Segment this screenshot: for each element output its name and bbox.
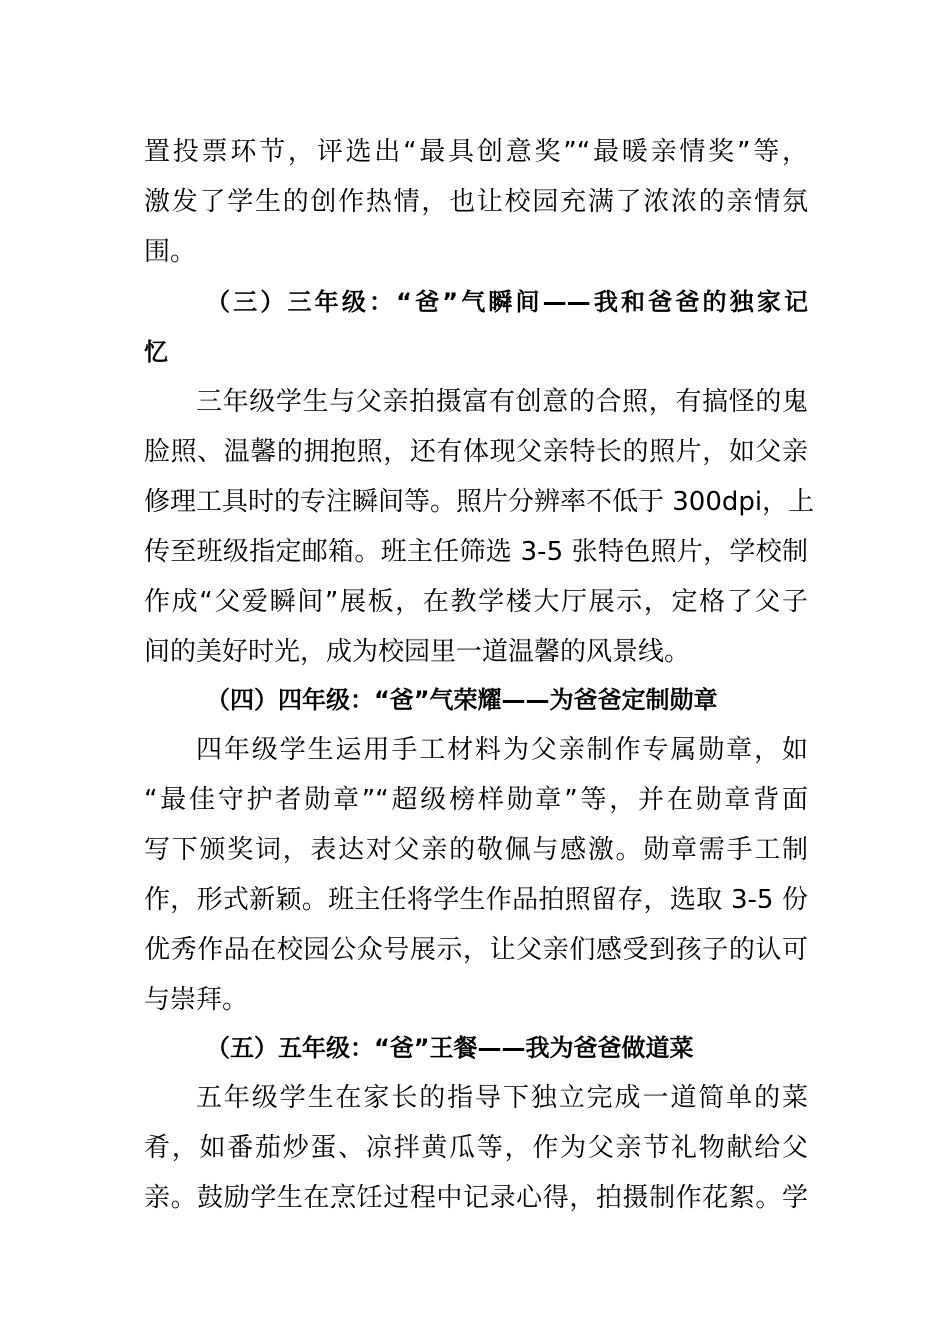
paragraph-line: 四年级学生运用手工材料为父亲制作专属勋章，如 <box>196 735 808 765</box>
paragraph-line: 三年级学生与父亲拍摄富有创意的合照，有搞怪的鬼 <box>196 387 808 417</box>
paragraph-line: 优秀作品在校园公众号展示，让父亲们感受到孩子的认可 <box>144 935 808 965</box>
paragraph-line: 传至班级指定邮箱。班主任筛选 3-5 张特色照片，学校制 <box>144 537 808 567</box>
paragraph-line: 修理工具时的专注瞬间等。照片分辨率不低于 300dpi，上 <box>144 487 815 517</box>
paragraph-line: 激发了学生的创作热情，也让校园充满了浓浓的亲情氛 <box>144 187 808 217</box>
paragraph-line: 肴，如番茄炒蛋、凉拌黄瓜等，作为父亲节礼物献给父 <box>144 1133 808 1163</box>
paragraph-line: 亲。鼓励学生在烹饪过程中记录心得，拍摄制作花絮。学 <box>144 1183 808 1213</box>
paragraph-line: 五年级学生在家长的指导下独立完成一道简单的菜 <box>196 1083 808 1113</box>
section-heading: 忆 <box>144 338 168 366</box>
paragraph-line: 围。 <box>144 237 197 267</box>
paragraph-line: 间的美好时光，成为校园里一道温馨的风景线。 <box>144 637 691 667</box>
section-heading: （五）五年级：“爸”王餐——我为爸爸做道菜 <box>206 1034 694 1062</box>
paragraph-line: 与崇拜。 <box>144 985 249 1015</box>
paragraph-line: 作，形式新颖。班主任将学生作品拍照留存，选取 3-5 份 <box>144 885 808 915</box>
paragraph-line: 置投票环节，评选出“最具创意奖”“最暖亲情奖”等， <box>144 137 808 167</box>
section-heading: （四）四年级：“爸”气荣耀——为爸爸定制勋章 <box>206 686 718 714</box>
paragraph-line: 脸照、温馨的拥抱照，还有体现父亲特长的照片，如父亲 <box>144 437 808 467</box>
paragraph-line: 写下颁奖词，表达对父亲的敬佩与感激。勋章需手工制 <box>144 835 808 865</box>
paragraph-line: 作成“父爱瞬间”展板，在教学楼大厅展示，定格了父子 <box>144 587 808 617</box>
paragraph-line: “最佳守护者勋章”“超级榜样勋章”等，并在勋章背面 <box>144 785 808 815</box>
section-heading: （三）三年级：“爸”气瞬间——我和爸爸的独家记 <box>206 288 808 316</box>
